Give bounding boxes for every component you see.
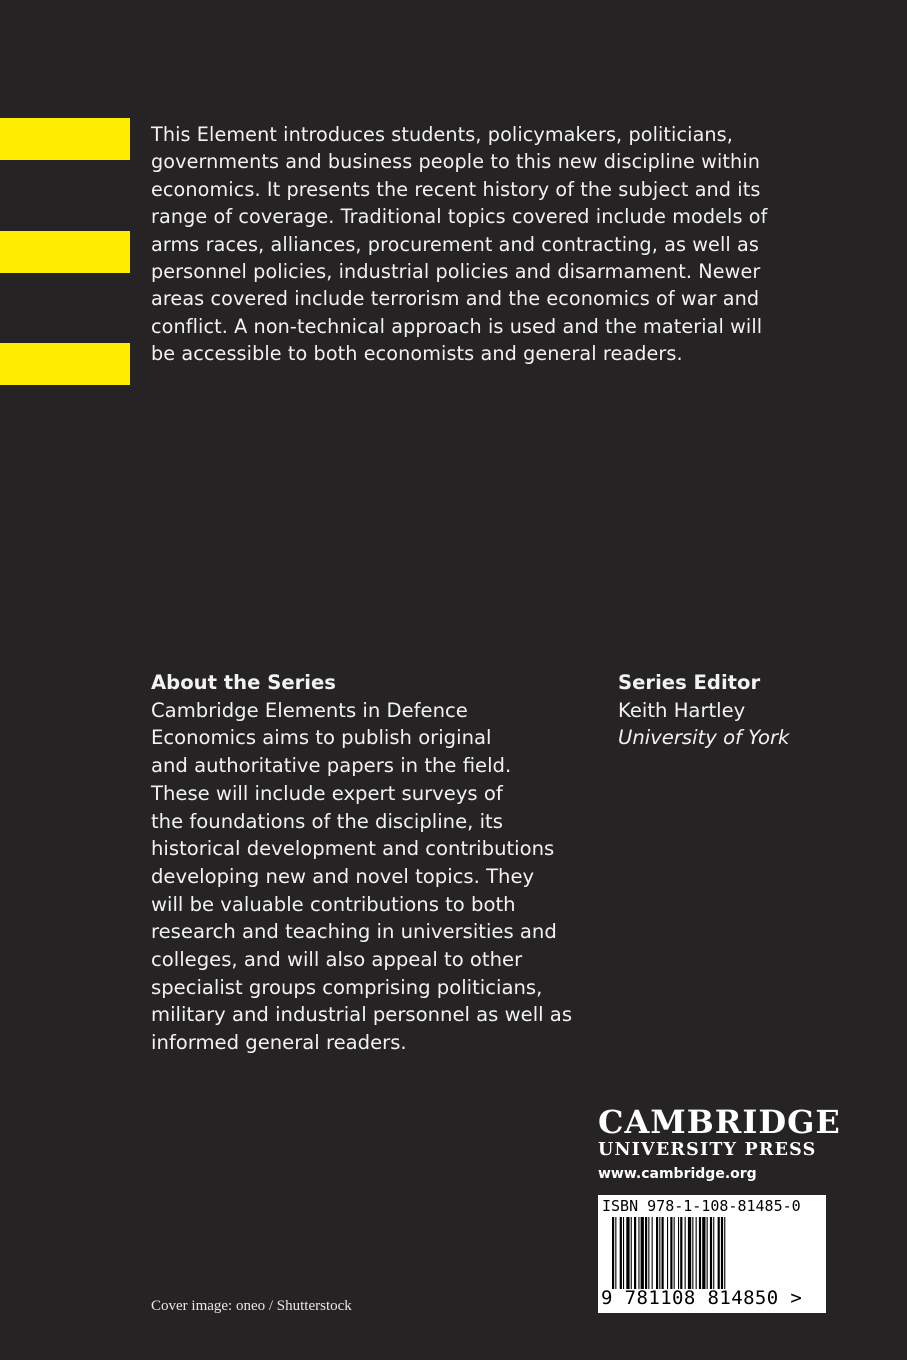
about-line: Economics aims to publish original <box>151 726 492 750</box>
barcode-stripe <box>623 1217 624 1289</box>
barcode-stripe <box>678 1217 679 1289</box>
barcode-stripe <box>634 1217 636 1289</box>
editor-name: Keith Hartley <box>618 698 746 722</box>
barcode-stripe <box>724 1217 725 1289</box>
blurb-line: This Element introduces students, policymakers, politicians, <box>151 123 733 146</box>
about-line: informed general readers. <box>151 1031 407 1055</box>
book-blurb <box>151 121 851 368</box>
barcode-stripe <box>659 1217 660 1289</box>
isbn-barcode <box>598 1195 826 1313</box>
yellow-accent-bar <box>0 343 130 385</box>
barcode-stripe <box>721 1217 723 1289</box>
about-line: research and teaching in universities and <box>151 920 557 944</box>
yellow-accent-bar <box>0 118 130 160</box>
barcode-stripe <box>699 1217 701 1289</box>
blurb-line: be accessible to both economists and general readers. <box>151 342 683 366</box>
about-the-series <box>151 669 611 1057</box>
barcode-stripe <box>688 1217 691 1289</box>
about-line: colleges, and will also appeal to other <box>151 948 523 972</box>
barcode-stripe <box>710 1217 712 1289</box>
blurb-line: governments and business people to this new discipline within <box>151 150 760 174</box>
barcode-stripe <box>692 1217 693 1289</box>
barcode-stripe <box>615 1217 616 1289</box>
barcode-stripe <box>713 1217 714 1289</box>
about-line: military and industrial personnel as well as <box>151 1003 573 1027</box>
about-line: specialist groups comprising politicians, <box>151 975 543 999</box>
barcode-stripe <box>626 1217 629 1289</box>
publisher-url: www.cambridge.org <box>598 1166 757 1182</box>
about-line: historical development and contributions <box>151 837 555 861</box>
barcode-stripe <box>662 1217 664 1289</box>
blurb-line: personnel policies, industrial policies and disarmament. Newer <box>151 260 761 284</box>
editor-heading: Series Editor <box>618 671 761 694</box>
barcode-stripe <box>645 1217 647 1289</box>
barcode-stripe <box>680 1217 682 1289</box>
barcode-stripe <box>612 1217 614 1289</box>
publisher-name-line1: CAMBRIDGE <box>598 1103 841 1141</box>
barcode-stripe <box>702 1217 705 1289</box>
barcode-stripe <box>670 1217 672 1289</box>
isbn-label: ISBN 978-1-108-81485-0 <box>602 1197 801 1215</box>
barcode-stripe <box>656 1217 658 1289</box>
series-editor <box>618 669 878 752</box>
barcode-stripe <box>696 1217 697 1289</box>
cover-image-credit: Cover image: oneo / Shutterstock <box>151 1298 352 1314</box>
barcode-stripe <box>685 1217 686 1289</box>
publisher-name-line2: UNIVERSITY PRESS <box>598 1140 817 1160</box>
barcode-digits: 9 781108 814850 > <box>601 1287 803 1309</box>
about-line: will be valuable contributions to both <box>151 892 516 916</box>
barcode-stripe <box>631 1217 632 1289</box>
about-line: developing new and novel topics. They <box>151 864 535 888</box>
editor-affiliation: University of York <box>618 726 790 750</box>
about-heading: About the Series <box>151 671 336 694</box>
barcode-stripe <box>707 1217 708 1289</box>
barcode-stripe <box>648 1217 649 1289</box>
blurb-line: economics. It presents the recent history of the subject and its <box>151 177 761 201</box>
barcode-stripe <box>620 1217 622 1289</box>
barcode-stripe <box>667 1217 668 1289</box>
blurb-line: range of coverage. Traditional topics covered include models of <box>151 205 768 229</box>
barcode-stripe <box>674 1217 675 1289</box>
blurb-line: conflict. A non-technical approach is used and the material will <box>151 314 763 338</box>
barcode-stripe <box>652 1217 653 1289</box>
about-line: Cambridge Elements in Defence <box>151 698 468 722</box>
blurb-line: arms races, alliances, procurement and contracting, as well as <box>151 232 759 256</box>
about-line: These will include expert surveys of <box>151 781 503 805</box>
barcode-stripe <box>641 1217 644 1289</box>
about-line: the foundations of the discipline, its <box>151 809 503 833</box>
yellow-accent-bar <box>0 231 130 273</box>
about-line: and authoritative papers in the field. <box>151 754 512 778</box>
barcode-bars <box>612 1217 812 1289</box>
publisher-logo <box>598 1103 841 1183</box>
blurb-line: areas covered include terrorism and the economics of war and <box>151 287 760 311</box>
barcode-stripe <box>638 1217 639 1289</box>
barcode-stripe <box>718 1217 720 1289</box>
